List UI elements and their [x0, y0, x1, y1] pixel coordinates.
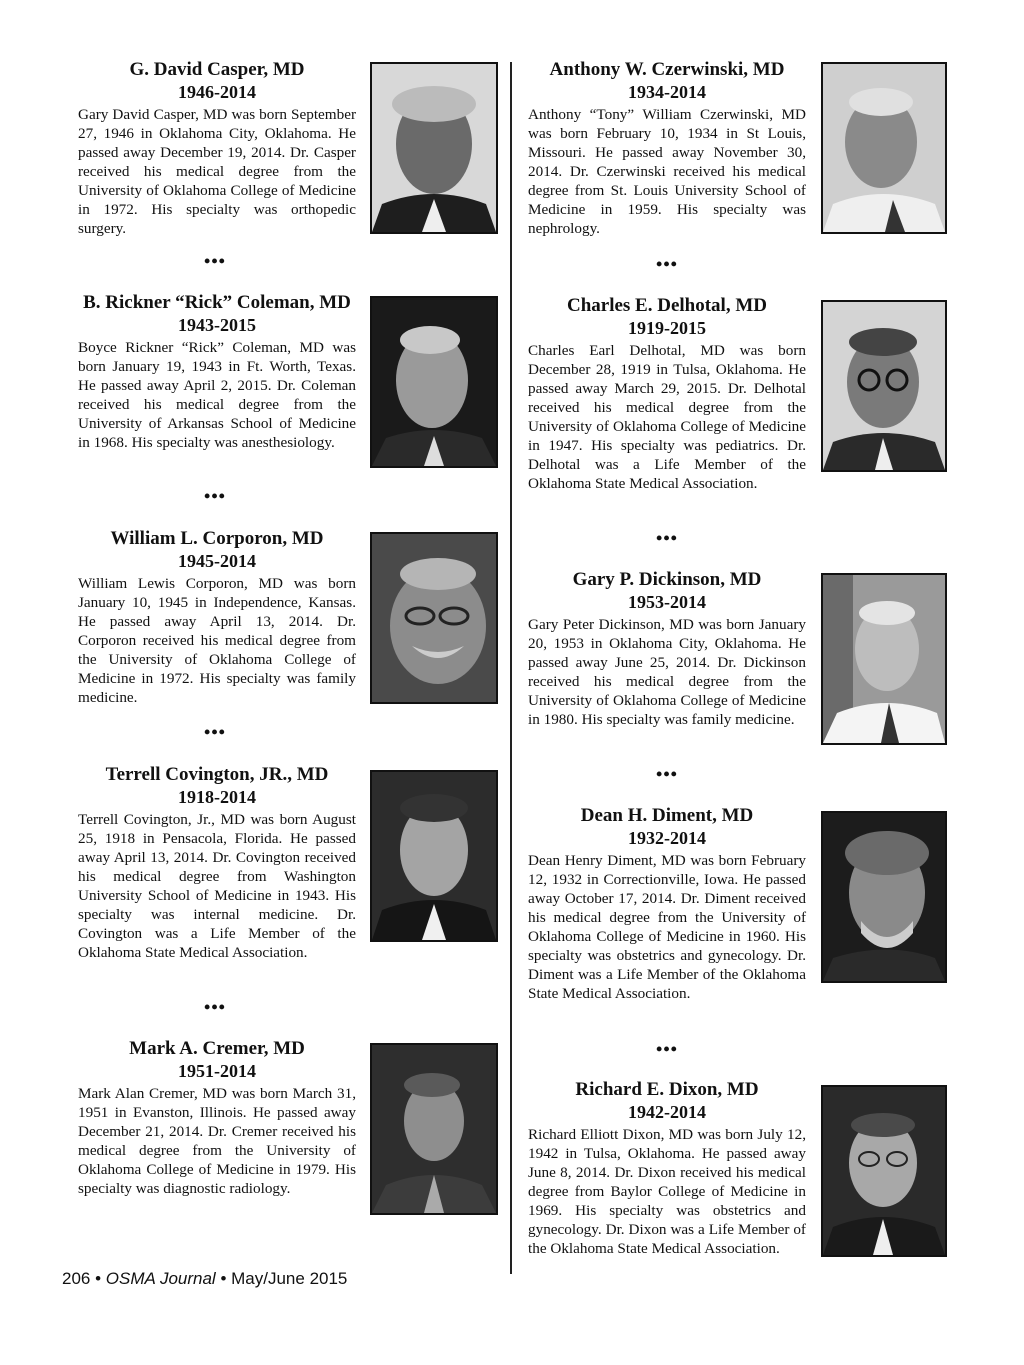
separator: •••	[204, 251, 226, 271]
obituary-bio: Boyce Rickner “Rick” Coleman, MD was born January 19, 1943 in Ft. Worth, Texas. He passed away April 2, 2015. Dr. Coleman received his medical degree from the University of Arkansas School of Medicine in 1968. His specialty was anesthesiology.	[78, 339, 356, 451]
portrait-photo	[821, 300, 947, 472]
page-number: 206	[62, 1269, 91, 1288]
portrait-photo	[821, 1085, 947, 1257]
obituary-years: 1953-2014	[628, 592, 706, 612]
obituary-bio: William Lewis Corporon, MD was born January 10, 1945 in Independence, Kansas. He passed away April 13, 2014. Dr. Corporon received his medical degree from the University of Oklahoma College of Medicine in 1972. His specialty was family medicine.	[78, 575, 356, 706]
obituary-name: Anthony W. Czerwinski, MD	[549, 59, 785, 80]
separator: •••	[656, 1039, 678, 1059]
obituary-name: Dean H. Diment, MD	[580, 805, 754, 826]
obituary-name: Charles E. Delhotal, MD	[566, 295, 767, 316]
obituary-entry	[78, 291, 356, 452]
obituary-bio: Gary David Casper, MD was born September 27, 1946 in Oklahoma City, Oklahoma. He passed away December 19, 2014. Dr. Casper received his medical degree from the University of Oklahoma College of Medicine in 1972. His specialty was orthopedic surgery.	[78, 106, 356, 237]
page-footer	[62, 1269, 347, 1289]
obituary-bio: Mark Alan Cremer, MD was born March 31, 1951 in Evanston, Illinois. He passed away December 21, 2014. Dr. Cremer received his medical degree from the University of Oklahoma College of Medicine in 1979. His specialty was diagnostic radiology.	[78, 1085, 356, 1197]
portrait-photo	[370, 532, 498, 704]
obituary-years: 1943-2015	[178, 315, 256, 335]
separator: •••	[204, 486, 226, 506]
obituary-entry	[528, 1078, 806, 1258]
portrait-photo	[821, 811, 947, 983]
obituary-name: Richard E. Dixon, MD	[575, 1079, 759, 1100]
obituary-name: Mark A. Cremer, MD	[129, 1038, 305, 1059]
obituary-years: 1918-2014	[178, 787, 256, 807]
obituary-years: 1934-2014	[628, 82, 706, 102]
separator: •••	[656, 764, 678, 784]
obituary-entry	[528, 58, 806, 238]
journal-title: OSMA Journal	[105, 1269, 216, 1288]
column-divider	[510, 62, 512, 1274]
obituary-years: 1951-2014	[178, 1061, 256, 1081]
obituary-name: Gary P. Dickinson, MD	[572, 569, 762, 590]
portrait-photo	[370, 62, 498, 234]
footer-bullet: •	[95, 1269, 102, 1288]
issue-date: May/June 2015	[231, 1269, 348, 1288]
obituary-entry	[78, 763, 356, 962]
portrait-photo	[821, 573, 947, 745]
obituary-years: 1919-2015	[628, 318, 706, 338]
obituary-entry	[78, 58, 356, 238]
obituary-years: 1946-2014	[178, 82, 256, 102]
obituary-entry	[528, 294, 806, 493]
separator: •••	[204, 722, 226, 742]
footer-bullet: •	[220, 1269, 227, 1288]
portrait-photo	[370, 770, 498, 942]
obituary-bio: Gary Peter Dickinson, MD was born January 20, 1953 in Oklahoma City, Oklahoma. He passed away June 25, 2014. Dr. Dickinson received his medical degree from the University of Oklahoma College of Medicine in 1980. His specialty was family medicine.	[528, 616, 806, 728]
obituary-bio: Dean Henry Diment, MD was born February 12, 1932 in Correctionville, Iowa. He passed away October 17, 2014. Dr. Diment received his medical degree from the University of Oklahoma College of Medicine in 1960. His specialty was obstetrics and gynecology. Dr. Diment was a Life Member of the Oklahoma State Medical Association.	[528, 852, 806, 1002]
obituary-bio: Charles Earl Delhotal, MD was born December 28, 1919 in Tulsa, Oklahoma. He passed away March 29, 2015. Dr. Delhotal received his medical degree from the University of Oklahoma College of Medicine in 1947. His specialty was pediatrics. Dr. Delhotal was a Life Member of the Oklahoma State Medical Association.	[528, 342, 806, 492]
obituary-years: 1932-2014	[628, 828, 706, 848]
obituary-bio: Terrell Covington, Jr., MD was born August 25, 1918 in Pensacola, Florida. He passed away April 13, 2014. Dr. Covington received his medical degree from Washington University School of Medicine in 1943. His specialty was internal medicine. Dr. Covington was a Life Member of the Oklahoma State Medical Association.	[78, 811, 356, 961]
separator: •••	[204, 997, 226, 1017]
obituary-name: B. Rickner “Rick” Coleman, MD	[83, 292, 351, 313]
portrait-photo	[821, 62, 947, 234]
obituary-bio: Richard Elliott Dixon, MD was born July 12, 1942 in Tulsa, Oklahoma. He passed away June 8, 2014. Dr. Dixon received his medical degree from Baylor College of Medicine in 1969. His specialty was obstetrics and gynecology. Dr. Dixon was a Life Member of the Oklahoma State Medical Association.	[528, 1126, 806, 1257]
obituary-years: 1942-2014	[628, 1102, 706, 1122]
portrait-photo	[370, 296, 498, 468]
obituary-entry	[78, 527, 356, 707]
obituary-name: G. David Casper, MD	[129, 59, 305, 80]
obituary-name: Terrell Covington, JR., MD	[105, 764, 329, 785]
separator: •••	[656, 528, 678, 548]
obituary-entry	[528, 804, 806, 1003]
obituary-bio: Anthony “Tony” William Czerwinski, MD was born February 10, 1934 in St Louis, Missouri. He passed away November 30, 2014. Dr. Czerwinski received his medical degree from St. Louis University School of Medicine in 1959. His specialty was nephrology.	[528, 106, 806, 237]
obituary-entry	[528, 568, 806, 729]
obituary-entry	[78, 1037, 356, 1198]
obituary-years: 1945-2014	[178, 551, 256, 571]
separator: •••	[656, 254, 678, 274]
obituary-name: William L. Corporon, MD	[110, 528, 324, 549]
portrait-photo	[370, 1043, 498, 1215]
